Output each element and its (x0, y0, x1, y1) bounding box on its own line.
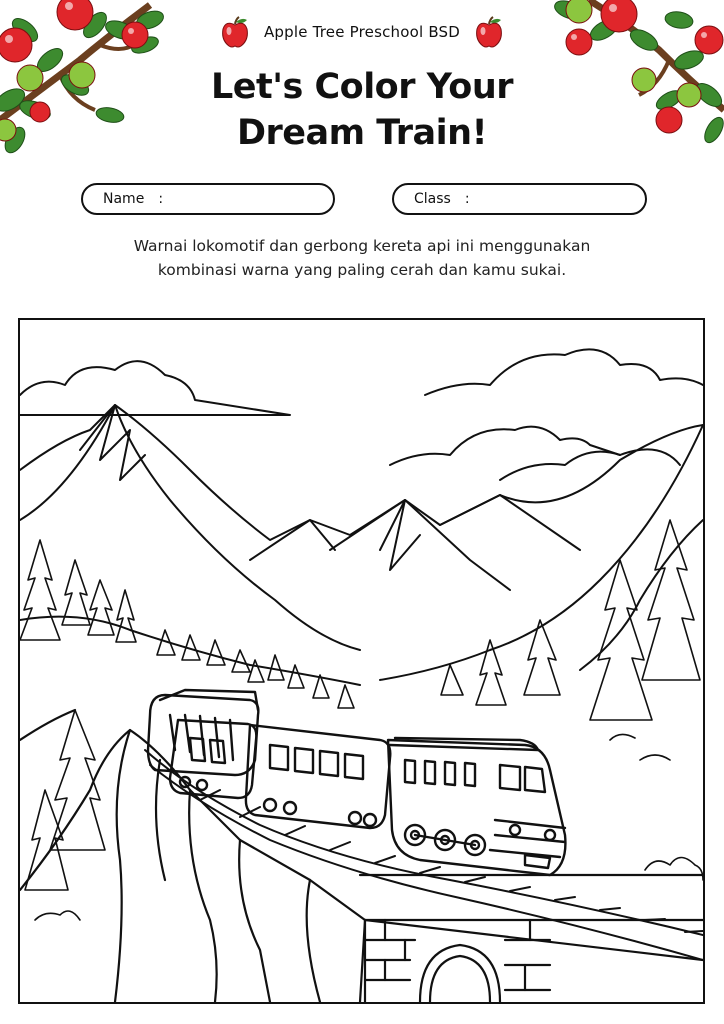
coloring-picture[interactable] (18, 318, 705, 1004)
train-mountain-illustration (20, 320, 703, 1002)
page-title (0, 64, 724, 156)
school-name: Apple Tree Preschool BSD (263, 23, 461, 41)
apple-icon (474, 16, 504, 48)
train (148, 690, 565, 875)
name-field[interactable] (81, 183, 335, 215)
instructions (60, 234, 664, 282)
class-separator: : (464, 191, 470, 207)
title-line-2: Dream Train! (236, 113, 488, 153)
instructions-line-2: kombinasi warna yang paling cerah dan kamu sukai. (157, 261, 567, 279)
trees (20, 520, 700, 890)
name-label: Name (103, 191, 145, 207)
class-label: Class (414, 191, 451, 207)
clouds (20, 349, 703, 480)
title-line-1: Let's Color Your (210, 67, 514, 107)
apple-icon (220, 16, 250, 48)
school-header (0, 16, 724, 48)
class-field[interactable] (392, 183, 647, 215)
instructions-line-1: Warnai lokomotif dan gerbong kereta api ini menggunakan (133, 237, 591, 255)
mountains (20, 405, 703, 685)
name-separator: : (158, 191, 164, 207)
bridge (360, 875, 703, 1002)
